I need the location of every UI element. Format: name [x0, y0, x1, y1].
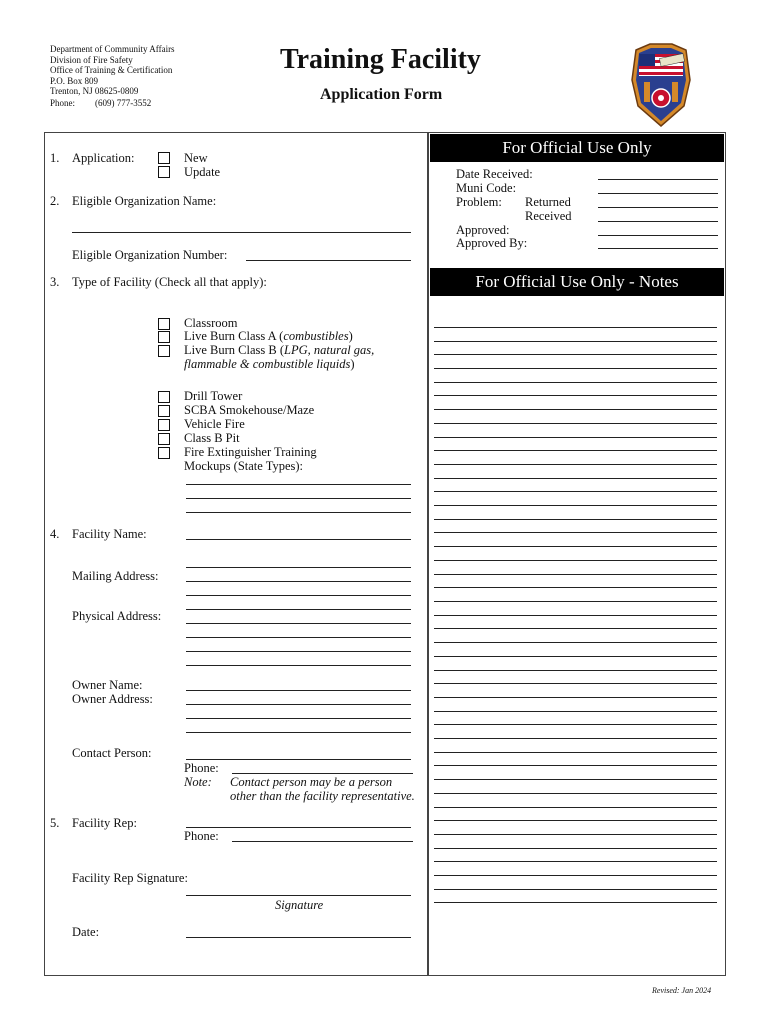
owner-name-label: Owner Name:	[72, 678, 143, 692]
notes-line[interactable]	[434, 382, 717, 383]
signature-caption: Signature	[275, 898, 324, 912]
agency-line: Department of Community Affairs	[50, 44, 175, 54]
mockups-field[interactable]	[186, 498, 411, 499]
notes-line[interactable]	[434, 327, 717, 328]
physical-address-field[interactable]	[186, 665, 411, 666]
new-option-label: New	[184, 151, 208, 165]
question-number: 1.	[50, 151, 60, 165]
classroom-checkbox[interactable]	[158, 318, 170, 330]
owner-name-field[interactable]	[186, 690, 411, 691]
rep-phone-field[interactable]	[232, 841, 413, 842]
contact-phone-label: Phone:	[184, 761, 219, 775]
notes-line[interactable]	[434, 437, 717, 438]
notes-line[interactable]	[434, 368, 717, 369]
question-number: 4.	[50, 527, 60, 541]
note-text: other than the facility representative.	[230, 789, 415, 803]
live-burn-a-checkbox[interactable]	[158, 331, 170, 343]
muni-code-field[interactable]	[598, 193, 718, 194]
notes-line[interactable]	[434, 395, 717, 396]
date-field[interactable]	[186, 937, 411, 938]
approved-by-field[interactable]	[598, 248, 718, 249]
organization-name-label: Eligible Organization Name:	[72, 194, 217, 208]
notes-line[interactable]	[434, 793, 717, 794]
live-burn-b-label-cont: flammable & combustible liquids)	[184, 357, 355, 371]
question-number: 3.	[50, 275, 60, 289]
class-b-pit-checkbox[interactable]	[158, 433, 170, 445]
notes-line[interactable]	[434, 354, 717, 355]
physical-address-field[interactable]	[186, 623, 411, 624]
update-checkbox[interactable]	[158, 166, 170, 178]
notes-line[interactable]	[434, 409, 717, 410]
organization-number-field[interactable]	[246, 260, 411, 261]
date-received-label: Date Received:	[456, 167, 533, 181]
question-number: 5.	[50, 816, 60, 830]
notes-line[interactable]	[434, 601, 717, 602]
agency-line: P.O. Box 809	[50, 75, 99, 86]
fire-safety-logo	[630, 40, 692, 128]
date-label: Date:	[72, 925, 100, 939]
approved-field[interactable]	[598, 235, 718, 236]
mockups-field[interactable]	[186, 484, 411, 485]
notes-line[interactable]	[434, 656, 717, 657]
received-label: Received	[525, 209, 572, 223]
notes-line[interactable]	[434, 765, 717, 766]
notes-line[interactable]	[434, 807, 717, 808]
owner-address-field[interactable]	[186, 704, 411, 705]
physical-address-field[interactable]	[186, 609, 411, 610]
contact-person-field[interactable]	[186, 759, 411, 760]
owner-address-field[interactable]	[186, 732, 411, 733]
rep-phone-label: Phone:	[184, 829, 219, 843]
vehicle-fire-label: Vehicle Fire	[184, 417, 245, 431]
notes-line[interactable]	[434, 642, 717, 643]
agency-address	[50, 44, 175, 97]
notes-line[interactable]	[434, 341, 717, 342]
mockups-field[interactable]	[186, 512, 411, 513]
notes-line[interactable]	[434, 450, 717, 451]
live-burn-b-label: Live Burn Class B (LPG, natural gas,	[184, 343, 375, 357]
notes-line[interactable]	[434, 697, 717, 698]
mailing-address-field[interactable]	[186, 595, 411, 596]
notes-line[interactable]	[434, 875, 717, 876]
mailing-address-label: Mailing Address:	[72, 569, 159, 583]
official-notes-header: For Official Use Only - Notes	[430, 268, 724, 296]
problem-label: Problem:	[456, 195, 502, 209]
new-checkbox[interactable]	[158, 152, 170, 164]
contact-phone-field[interactable]	[232, 773, 413, 774]
notes-line[interactable]	[434, 670, 717, 671]
facility-rep-label: Facility Rep:	[72, 816, 137, 830]
vehicle-fire-checkbox[interactable]	[158, 419, 170, 431]
notes-line[interactable]	[434, 574, 717, 575]
notes-line[interactable]	[434, 683, 717, 684]
scba-smokehouse-checkbox[interactable]	[158, 405, 170, 417]
notes-line[interactable]	[434, 532, 717, 533]
official-use-section	[428, 132, 726, 976]
physical-address-field[interactable]	[186, 637, 411, 638]
signature-field[interactable]	[186, 895, 411, 896]
question-number: 2.	[50, 194, 60, 208]
notes-line[interactable]	[434, 464, 717, 465]
notes-line[interactable]	[434, 615, 717, 616]
notes-line[interactable]	[434, 834, 717, 835]
notes-line[interactable]	[434, 519, 717, 520]
classroom-label: Classroom	[184, 316, 238, 330]
returned-label: Returned	[525, 195, 571, 209]
drill-tower-checkbox[interactable]	[158, 391, 170, 403]
notes-line[interactable]	[434, 861, 717, 862]
agency-line: Trenton, NJ 08625-0809	[50, 86, 139, 96]
revised-date: Revised: Jan 2024	[652, 986, 712, 995]
approved-by-label: Approved By:	[456, 236, 528, 250]
notes-line[interactable]	[434, 587, 717, 588]
scba-smokehouse-label: SCBA Smokehouse/Maze	[184, 403, 315, 417]
muni-code-label: Muni Code:	[456, 181, 517, 195]
organization-number-label: Eligible Organization Number:	[72, 248, 228, 262]
notes-line[interactable]	[434, 628, 717, 629]
drill-tower-label: Drill Tower	[184, 389, 243, 403]
physical-address-field[interactable]	[186, 651, 411, 652]
owner-address-label: Owner Address:	[72, 692, 153, 706]
notes-line[interactable]	[434, 560, 717, 561]
mailing-address-field[interactable]	[186, 581, 411, 582]
notes-line[interactable]	[434, 902, 717, 903]
note-text: Contact person may be a person	[230, 775, 393, 789]
application-label: Application:	[72, 151, 135, 165]
facility-rep-field[interactable]	[186, 827, 411, 828]
page-subtitle: Application Form	[320, 86, 443, 103]
notes-line[interactable]	[434, 779, 717, 780]
approved-label: Approved:	[456, 223, 510, 237]
facility-type-label: Type of Facility (Check all that apply):	[72, 275, 267, 289]
notes-line[interactable]	[434, 738, 717, 739]
notes-line[interactable]	[434, 711, 717, 712]
agency-line: Division of Fire Safety	[50, 54, 133, 65]
official-use-header: For Official Use Only	[430, 134, 724, 162]
received-field[interactable]	[598, 221, 718, 222]
returned-field[interactable]	[598, 207, 718, 208]
signature-label: Facility Rep Signature:	[72, 871, 188, 885]
agency-phone-label: Phone:	[50, 98, 76, 108]
page-title: Training Facility	[280, 44, 481, 75]
live-burn-b-checkbox[interactable]	[158, 345, 170, 357]
notes-line[interactable]	[434, 546, 717, 547]
notes-line[interactable]	[434, 491, 717, 492]
agency-line: Office of Training & Certification	[50, 65, 173, 75]
contact-person-label: Contact Person:	[72, 746, 152, 760]
extinguisher-training-label: Fire Extinguisher Training	[184, 445, 317, 459]
update-option-label: Update	[184, 165, 221, 179]
class-b-pit-label: Class B Pit	[184, 431, 240, 445]
facility-name-field[interactable]	[186, 539, 411, 540]
facility-name-label: Facility Name:	[72, 527, 147, 541]
notes-line[interactable]	[434, 848, 717, 849]
notes-line[interactable]	[434, 820, 717, 821]
date-received-field[interactable]	[598, 179, 718, 180]
physical-address-label: Physical Address:	[72, 609, 162, 623]
notes-line[interactable]	[434, 505, 717, 506]
mockups-label: Mockups (State Types):	[184, 459, 304, 473]
owner-address-field[interactable]	[186, 718, 411, 719]
mailing-address-field[interactable]	[186, 567, 411, 568]
extinguisher-training-checkbox[interactable]	[158, 447, 170, 459]
note-label: Note:	[184, 775, 212, 789]
notes-line[interactable]	[434, 724, 717, 725]
notes-line[interactable]	[434, 478, 717, 479]
organization-name-field[interactable]	[72, 232, 411, 233]
notes-line[interactable]	[434, 889, 717, 890]
agency-phone-value: (609) 777-3552	[95, 98, 152, 108]
notes-line[interactable]	[434, 423, 717, 424]
notes-line[interactable]	[434, 752, 717, 753]
live-burn-a-label: Live Burn Class A (combustibles)	[184, 329, 353, 343]
